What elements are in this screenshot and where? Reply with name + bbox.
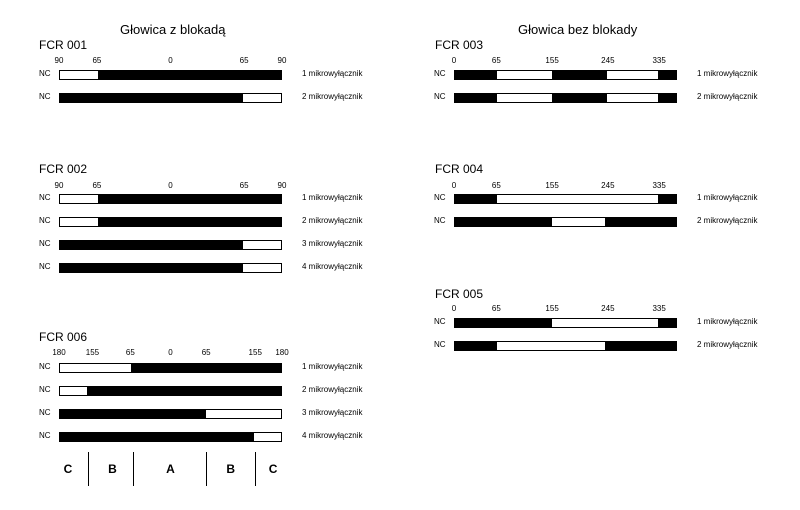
switch-contact-bar (59, 217, 282, 227)
switch-contact-bar (454, 318, 677, 328)
closed-segment (60, 433, 254, 441)
diagram-title: FCR 003 (435, 38, 484, 52)
open-segment (497, 94, 552, 102)
diagram-title: FCR 001 (39, 38, 88, 52)
angle-tick-label: 0 (451, 304, 457, 313)
microswitch-label: 2 mikrowyłącznik (697, 340, 758, 349)
closed-segment (455, 319, 552, 327)
microswitch-label: 1 mikrowyłącznik (697, 317, 758, 326)
open-segment (60, 195, 98, 203)
closed-segment (605, 342, 676, 350)
closed-segment (658, 71, 676, 79)
zone-divider (88, 452, 89, 486)
angle-tick-label: 65 (92, 181, 102, 190)
diagram-title: FCR 006 (39, 330, 88, 344)
switch-contact-bar (454, 194, 677, 204)
angle-tick-label: 155 (248, 348, 262, 357)
open-segment (497, 342, 605, 350)
closed-segment (552, 71, 607, 79)
zone-label: C (63, 462, 73, 476)
closed-segment (98, 71, 281, 79)
closed-segment (455, 94, 497, 102)
angle-tick-label: 0 (168, 181, 173, 190)
open-segment (243, 94, 281, 102)
zone-label: B (226, 462, 236, 476)
diagram-title: FCR 002 (39, 162, 88, 176)
microswitch-label: 4 mikrowyłącznik (302, 262, 363, 271)
nc-label: NC (434, 92, 446, 101)
open-segment (607, 71, 658, 79)
microswitch-label: 2 mikrowyłącznik (697, 92, 758, 101)
angle-tick-label: 180 (52, 348, 66, 357)
left-column-heading: Głowica z blokadą (120, 22, 226, 37)
angle-tick-label: 155 (545, 56, 559, 65)
microswitch-label: 1 mikrowyłącznik (302, 193, 363, 202)
switch-contact-bar (454, 341, 677, 351)
microswitch-label: 1 mikrowyłącznik (697, 193, 758, 202)
nc-label: NC (39, 239, 51, 248)
diagram-title: FCR 005 (435, 287, 484, 301)
switch-contact-bar (454, 93, 677, 103)
nc-label: NC (434, 340, 446, 349)
angle-tick-label: 90 (277, 56, 287, 65)
open-segment (206, 410, 281, 418)
switch-contact-bar (59, 263, 282, 273)
zone-divider (133, 452, 134, 486)
switch-contact-bar (59, 240, 282, 250)
angle-tick-label: 0 (168, 56, 173, 65)
angle-tick-label: 155 (545, 181, 559, 190)
switch-contact-bar (59, 194, 282, 204)
closed-segment (98, 218, 281, 226)
switch-contact-bar (59, 363, 282, 373)
nc-label: NC (39, 362, 51, 371)
angle-tick-label: 155 (85, 348, 100, 357)
open-segment (243, 241, 281, 249)
closed-segment (60, 241, 243, 249)
closed-segment (455, 195, 497, 203)
closed-segment (60, 410, 206, 418)
closed-segment (455, 71, 497, 79)
angle-tick-label: 180 (275, 348, 289, 357)
microswitch-label: 4 mikrowyłącznik (302, 431, 363, 440)
angle-tick-label: 335 (652, 304, 666, 313)
angle-tick-label: 90 (54, 56, 64, 65)
angle-tick-label: 245 (601, 304, 615, 313)
microswitch-label: 1 mikrowyłącznik (302, 362, 363, 371)
angle-tick-label: 0 (451, 181, 457, 190)
switch-contact-bar (59, 93, 282, 103)
angle-tick-label: 65 (491, 304, 501, 313)
nc-label: NC (39, 262, 51, 271)
open-segment (607, 94, 658, 102)
nc-label: NC (39, 69, 51, 78)
switch-contact-bar (59, 432, 282, 442)
closed-segment (658, 94, 676, 102)
nc-label: NC (39, 193, 51, 202)
angle-tick-label: 335 (652, 181, 666, 190)
closed-segment (60, 94, 243, 102)
angle-tick-label: 245 (601, 181, 615, 190)
angle-tick-label: 90 (54, 181, 64, 190)
open-segment (60, 218, 98, 226)
closed-segment (658, 195, 676, 203)
closed-segment (455, 342, 497, 350)
microswitch-label: 1 mikrowyłącznik (697, 69, 758, 78)
angle-tick-label: 65 (92, 56, 102, 65)
microswitch-label: 1 mikrowyłącznik (302, 69, 363, 78)
closed-segment (658, 319, 676, 327)
closed-segment (87, 387, 281, 395)
angle-tick-label: 155 (545, 304, 559, 313)
zone-label: A (166, 462, 175, 476)
microswitch-label: 2 mikrowyłącznik (302, 92, 363, 101)
nc-label: NC (434, 193, 446, 202)
nc-label: NC (434, 317, 446, 326)
angle-tick-label: 65 (125, 348, 135, 357)
angle-tick-label: 0 (451, 56, 457, 65)
closed-segment (605, 218, 676, 226)
microswitch-label: 3 mikrowyłącznik (302, 408, 363, 417)
nc-label: NC (434, 216, 446, 225)
nc-label: NC (434, 69, 446, 78)
open-segment (60, 387, 87, 395)
open-segment (254, 433, 281, 441)
nc-label: NC (39, 408, 51, 417)
nc-label: NC (39, 385, 51, 394)
zone-label: B (108, 462, 117, 476)
microswitch-label: 2 mikrowyłącznik (302, 216, 363, 225)
microswitch-label: 2 mikrowyłącznik (697, 216, 758, 225)
angle-tick-label: 245 (601, 56, 615, 65)
closed-segment (131, 364, 281, 372)
switch-contact-bar (454, 70, 677, 80)
angle-tick-label: 65 (491, 56, 501, 65)
microswitch-label: 2 mikrowyłącznik (302, 385, 363, 394)
angle-tick-label: 65 (201, 348, 211, 357)
open-segment (243, 264, 281, 272)
closed-segment (552, 94, 607, 102)
closed-segment (455, 218, 552, 226)
open-segment (497, 195, 658, 203)
angle-tick-label: 65 (239, 181, 249, 190)
diagram-title: FCR 004 (435, 162, 484, 176)
closed-segment (60, 264, 243, 272)
angle-tick-label: 335 (652, 56, 666, 65)
switch-contact-bar (59, 386, 282, 396)
switch-contact-bar (59, 70, 282, 80)
switch-contact-bar (454, 217, 677, 227)
switch-contact-bar (59, 409, 282, 419)
open-segment (552, 218, 605, 226)
zone-divider (255, 452, 256, 486)
nc-label: NC (39, 431, 51, 440)
microswitch-label: 3 mikrowyłącznik (302, 239, 363, 248)
angle-tick-label: 65 (239, 56, 249, 65)
open-segment (60, 71, 98, 79)
closed-segment (98, 195, 281, 203)
angle-tick-label: 90 (277, 181, 287, 190)
nc-label: NC (39, 92, 51, 101)
open-segment (552, 319, 658, 327)
open-segment (497, 71, 552, 79)
angle-tick-label: 0 (168, 348, 173, 357)
zone-label: C (268, 462, 278, 476)
nc-label: NC (39, 216, 51, 225)
angle-tick-label: 65 (491, 181, 501, 190)
zone-divider (206, 452, 207, 486)
open-segment (60, 364, 131, 372)
right-column-heading: Głowica bez blokady (518, 22, 638, 37)
